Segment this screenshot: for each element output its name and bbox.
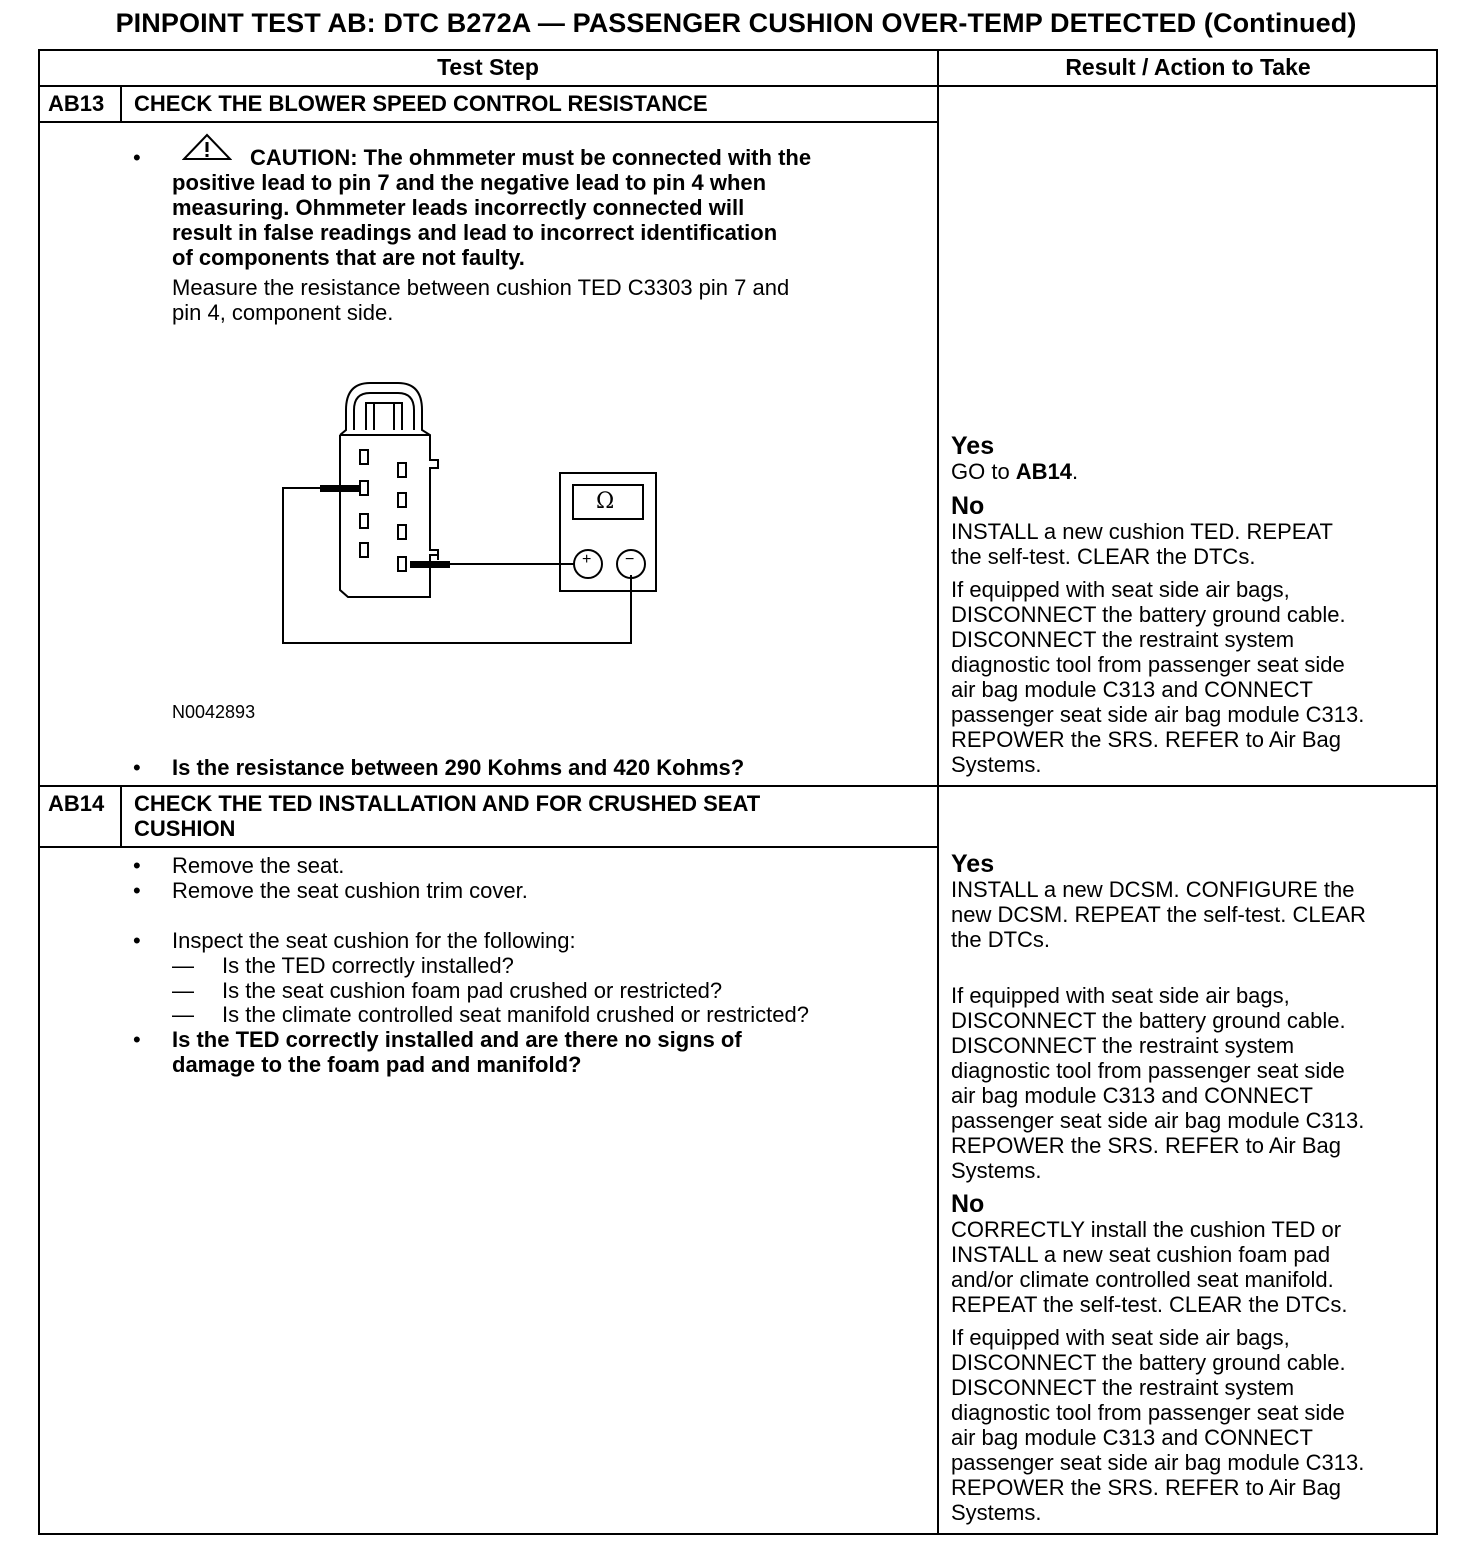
measure-instruction: Measure the resistance between cushion TED C3303 pin 7 and pin 4, component side. (172, 275, 790, 325)
ab13-question: Is the resistance between 290 Kohms and 420 Kohms? (172, 755, 745, 780)
ab14-step-remove-seat: Remove the seat. (172, 853, 345, 878)
plus-terminal-label: + (582, 551, 592, 568)
minus-terminal-label: − (625, 551, 635, 568)
dash: — (172, 978, 194, 1003)
header-divider (38, 85, 1438, 87)
ab14-title-divider (38, 846, 938, 848)
ab14-step-id: AB14 (48, 791, 105, 816)
caution-text: CAUTION: The ohmmeter must be connected with the positive lead to pin 7 and the negative lead to pin 4 when measuring. Ohmmeter leads incorrectly connected will result in false readings and lead to incorrect identification of components that are not faulty. (172, 145, 812, 270)
ab13-step-title: CHECK THE BLOWER SPEED CONTROL RESISTANCE (134, 91, 708, 116)
ab14-sub-foam: Is the seat cushion foam pad crushed or restricted? (222, 978, 723, 1003)
ohm-symbol: Ω (596, 489, 615, 514)
bullet: • (133, 755, 141, 780)
ohmmeter-connector-diagram (270, 375, 670, 655)
bullet: • (133, 878, 141, 903)
ab14-step-title: CHECK THE TED INSTALLATION AND FOR CRUSHED SEAT CUSHION (134, 791, 761, 841)
figure-id: N0042893 (172, 702, 256, 722)
ab13-result: Yes GO to AB14. No INSTALL a new cushion TED. REPEAT the self-test. CLEAR the DTCs. If equipped with seat side air bags, DISCONNECT the battery ground cable. DISCONNECT the restraint system diagnostic tool from passenger seat side air bag module C313 and CONNECT passenger seat side air bag module C313. REPOWER the SRS. REFER to Air Bag Systems. (951, 432, 1365, 777)
ab14-result: Yes INSTALL a new DCSM. CONFIGURE the new DCSM. REPEAT the self-test. CLEAR the DTCs. If equipped with seat side air bags, DISCONNECT the battery ground cable. DISCONNECT the restraint system diagnostic tool from passenger seat side air bag module C313 and CONNECT passenger seat side air bag module C313. REPOWER the SRS. REFER to Air Bag Systems. No CORRECTLY install the cushion TED or INSTALL a new seat cushion foam pad and/or climate controlled seat manifold. REPEAT the self-test. CLEAR the DTCs. If equipped with seat side air bags, DISCONNECT the battery ground cable. DISCONNECT the restraint system diagnostic tool from passenger seat side air bag module C313 and CONNECT passenger seat side air bag module C313. REPOWER the SRS. REFER to Air Bag Systems. (951, 850, 1366, 1525)
bullet: • (133, 145, 141, 170)
ab13-id-divider (120, 85, 122, 123)
bullet: • (133, 853, 141, 878)
ab14-id-divider (120, 785, 122, 848)
step-divider (38, 785, 1438, 787)
ab14-question: Is the TED correctly installed and are there no signs of damage to the foam pad and manifold? (172, 1027, 742, 1077)
ab13-step-id: AB13 (48, 91, 105, 116)
bullet: • (133, 1027, 141, 1052)
dash: — (172, 1002, 194, 1027)
bullet: • (133, 928, 141, 953)
page-title: PINPOINT TEST AB: DTC B272A — PASSENGER CUSHION OVER-TEMP DETECTED (Continued) (115, 8, 1357, 38)
column-divider (937, 49, 939, 1535)
header-result: Result / Action to Take (1065, 54, 1311, 80)
ab14-step-inspect: Inspect the seat cushion for the following: (172, 928, 576, 953)
header-test-step: Test Step (437, 54, 539, 80)
ab14-step-remove-trim: Remove the seat cushion trim cover. (172, 878, 528, 903)
ab14-sub-manifold: Is the climate controlled seat manifold crushed or restricted? (222, 1002, 809, 1027)
ab14-sub-ted: Is the TED correctly installed? (222, 953, 514, 978)
dash: — (172, 953, 194, 978)
ab13-title-divider (38, 121, 938, 123)
